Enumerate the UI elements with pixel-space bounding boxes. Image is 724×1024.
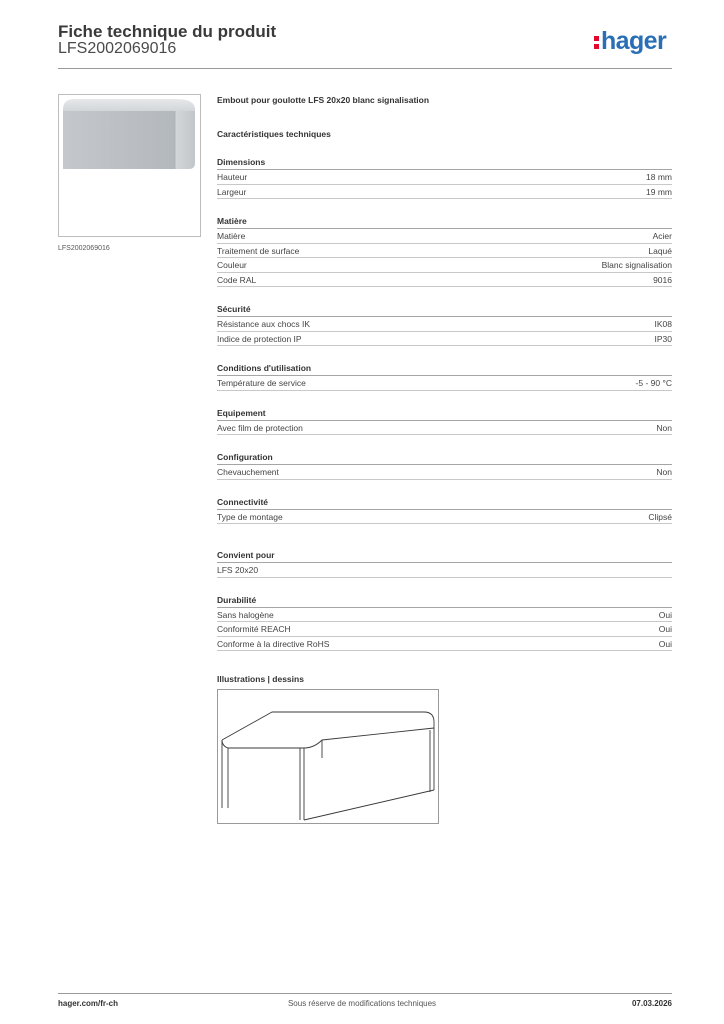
spec-label: Température de service (217, 378, 306, 388)
spec-value: 9016 (653, 274, 672, 285)
spec-value: 19 mm (646, 186, 672, 197)
spec-label: Code RAL (217, 274, 257, 285)
spec-row (217, 637, 672, 652)
spec-row (217, 376, 672, 391)
header-divider (58, 68, 672, 69)
technical-drawing (217, 689, 439, 824)
spec-row (217, 510, 672, 525)
product-name: Embout pour goulotte LFS 20x20 blanc signalisation (217, 95, 430, 105)
group-connectivity (217, 495, 672, 525)
illustrations-heading: Illustrations | dessins (217, 674, 304, 684)
group-title: Dimensions (217, 155, 672, 170)
group-material (217, 214, 672, 287)
spec-value: IK08 (654, 319, 672, 329)
footer-website: hager.com/fr-ch (58, 999, 119, 1008)
spec-label: Type de montage (217, 511, 283, 522)
logo-text: hager (601, 27, 667, 55)
spec-label: Hauteur (217, 172, 248, 182)
spec-value: -5 - 90 °C (635, 378, 672, 388)
group-title: Connectivité (217, 495, 672, 510)
spec-row (217, 317, 672, 332)
spec-label: Avec film de protection (217, 422, 303, 433)
specs-heading: Caractéristiques techniques (217, 129, 331, 139)
spec-row (217, 170, 672, 185)
spec-label: Résistance aux chocs IK (217, 319, 311, 329)
group-configuration (217, 450, 672, 480)
product-photo (58, 94, 201, 237)
spec-row (217, 258, 672, 273)
group-security (217, 302, 672, 346)
photo-caption: LFS2002069016 (58, 245, 110, 252)
logo-colon-icon (594, 34, 599, 50)
spec-row (217, 229, 672, 244)
group-title: Matière (217, 214, 672, 229)
spec-row (217, 465, 672, 480)
group-durability (217, 593, 672, 652)
group-title: Durabilité (217, 593, 672, 608)
hager-logo (594, 26, 666, 56)
spec-value: IP30 (654, 333, 672, 344)
spec-label: Conformité REACH (217, 624, 291, 634)
group-dimensions (217, 155, 672, 199)
footer-divider (58, 993, 672, 994)
group-suitable-for (217, 548, 672, 578)
page-title: Fiche technique du produit (58, 22, 277, 41)
spec-column (217, 94, 672, 824)
spec-row (217, 185, 672, 200)
spec-label: Indice de protection IP (217, 333, 302, 344)
spec-label: Conforme à la directive RoHS (217, 638, 330, 649)
footer-notice: Sous réserve de modifications techniques (287, 999, 437, 1008)
spec-label: LFS 20x20 (217, 565, 259, 575)
group-title: Conditions d'utilisation (217, 361, 672, 376)
footer-date: 07.03.2026 (631, 999, 672, 1008)
spec-value: Acier (652, 231, 672, 241)
group-conditions (217, 361, 672, 391)
group-title: Equipement (217, 406, 672, 421)
spec-row (217, 622, 672, 637)
spec-row (217, 421, 672, 436)
spec-label: Couleur (217, 260, 247, 270)
spec-value: Laqué (648, 245, 672, 256)
group-title: Convient pour (217, 548, 672, 563)
spec-value: Blanc signalisation (601, 260, 672, 270)
spec-value: Oui (658, 624, 672, 634)
spec-row (217, 332, 672, 347)
spec-value: Oui (658, 609, 672, 620)
spec-label: Chevauchement (217, 467, 279, 477)
group-equipment (217, 406, 672, 436)
spec-value: Non (656, 422, 672, 433)
spec-row (217, 608, 672, 623)
spec-label: Matière (217, 231, 246, 241)
spec-row (217, 244, 672, 259)
spec-value: Non (656, 467, 672, 477)
spec-row (217, 563, 672, 578)
spec-label: Sans halogène (217, 609, 274, 620)
spec-row (217, 273, 672, 288)
spec-value: 18 mm (646, 172, 672, 182)
product-reference: LFS2002069016 (58, 40, 177, 57)
spec-value: Clipsé (648, 511, 672, 522)
spec-value: Oui (658, 638, 672, 649)
group-title: Sécurité (217, 302, 672, 317)
spec-label: Traitement de surface (217, 245, 300, 256)
group-title: Configuration (217, 450, 672, 465)
spec-label: Largeur (217, 186, 247, 197)
